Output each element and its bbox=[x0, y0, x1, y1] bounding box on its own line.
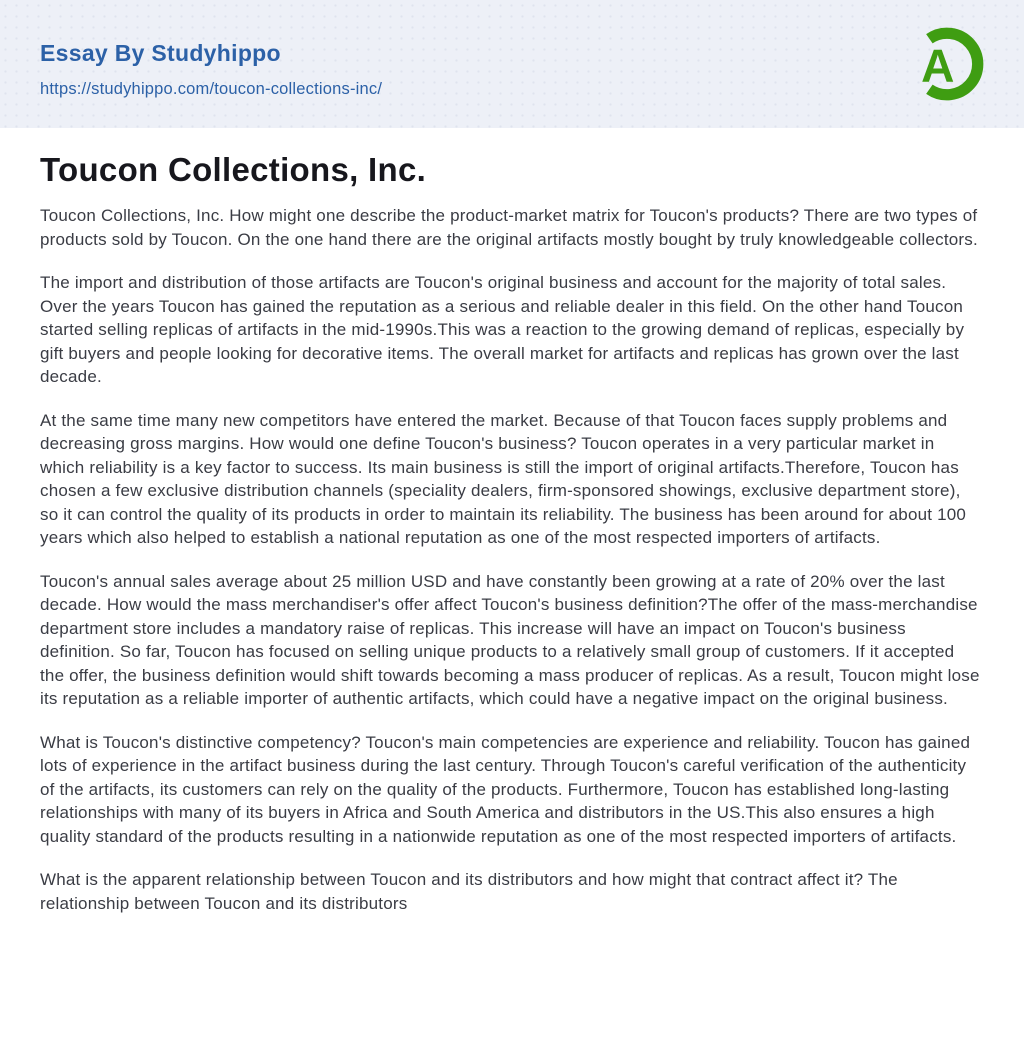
logo-arc-icon bbox=[906, 23, 988, 105]
essay-paragraph-6: What is the apparent relationship between Toucon and its distributors and how might that contract affect it? The relationship between Toucon and its distributors bbox=[40, 870, 898, 913]
page-header bbox=[0, 0, 1024, 128]
site-title: Essay By Studyhippo bbox=[40, 39, 281, 66]
logo-letter: A bbox=[921, 39, 955, 92]
essay-paragraph-4: Toucon's annual sales average about 25 million USD and have constantly been growing at a rate of 20% over the last decade. How would the mass merchandiser's offer affect Toucon's business definition?The offer of the mass-merchandise department store includes a mandatory raise of replicas. This increase will have an impact on Toucon's business definition. So far, Toucon has focused on selling unique products to a relatively small group of customers. If it accepted the offer, the business definition would shift towards becoming a mass producer of replicas. As a result, Toucon might lose its reputation as a reliable importer of authentic artifacts, which could have a negative impact on the original business. bbox=[40, 571, 980, 708]
essay-paragraph-1: Toucon Collections, Inc. How might one describe the product-market matrix for Toucon's products? There are two types of products sold by Toucon. On the one hand there are the original artifacts mostly bought by truly knowledgeable collectors. bbox=[40, 206, 978, 249]
essay-paragraph-5: What is Toucon's distinctive competency? Toucon's main competencies are experience and reliability. Toucon has gained lots of experience in the artifact business during the last century. Through Toucon's careful verification of the authenticity of the artifacts, its customers can rely on the quality of the products. Furthermore, Toucon has established long-lasting relationships with many of its buyers in Africa and South America and distributors in the US.This also ensures a high quality standard of the products resulting in a nationwide reputation as one of the most respected importers of artifacts. bbox=[40, 732, 971, 846]
essay-article bbox=[0, 128, 1024, 915]
essay-paragraph-3: At the same time many new competitors have entered the market. Because of that Toucon faces supply problems and decreasing gross margins. How would one define Toucon's business? Toucon operates in a very particular market in which reliability is a key factor to success. Its main business is still the import of original artifacts.Therefore, Toucon has chosen a few exclusive distribution channels (speciality dealers, firm-sponsored showings, exclusive department store), so it can control the quality of its products in order to maintain its reliability. The business has been around for about 100 years which also helped to establish a national reputation as one of the most respected importers of artifacts. bbox=[40, 410, 967, 547]
studyhippo-logo[interactable] bbox=[906, 23, 988, 105]
essay-paragraph-2: The import and distribution of those artifacts are Toucon's original business and account for the majority of total sales. Over the years Toucon has gained the reputation as a serious and reliable dealer in this field. On the other hand Toucon started selling replicas of artifacts in the mid-1990s.This was a reaction to the growing demand of replicas, especially by gift buyers and people looking for decorative items. The overall market for artifacts and replicas has grown over the last decade. bbox=[40, 273, 965, 386]
source-url-link[interactable]: https://studyhippo.com/toucon-collections-inc/ bbox=[40, 79, 383, 98]
essay-title: Toucon Collections, Inc. bbox=[40, 151, 427, 188]
header-text-block bbox=[40, 40, 382, 99]
